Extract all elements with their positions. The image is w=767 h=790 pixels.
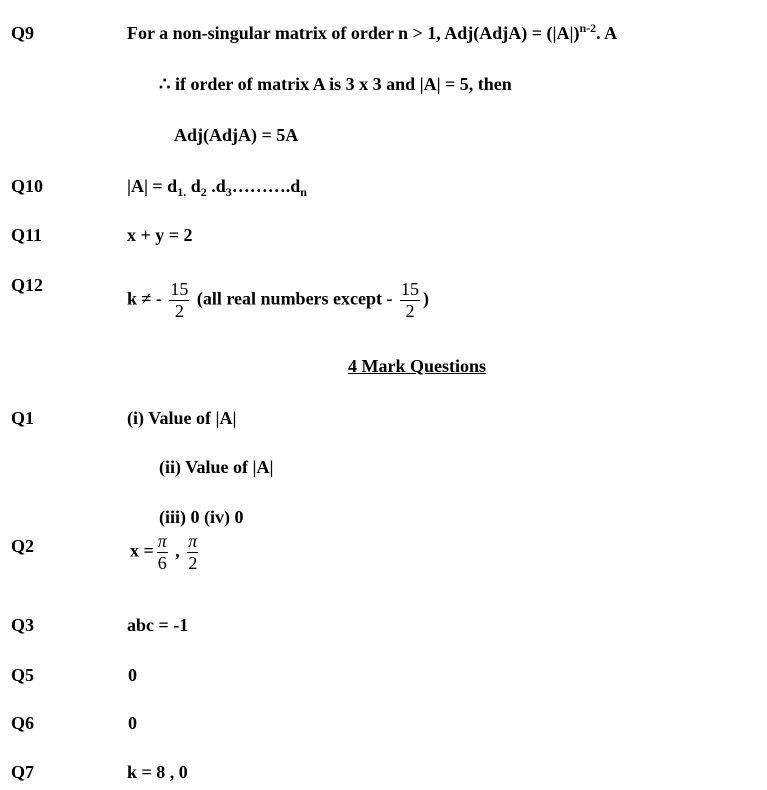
q12-fraction-2-denominator: 2 (405, 300, 415, 321)
q9-condition: ∴ if order of matrix A is 3 x 3 and |A| = 5, then (159, 74, 512, 94)
q10-sub-4: n (300, 185, 307, 199)
q3-label: Q3 (11, 615, 35, 635)
q2-fraction-2-denominator: 2 (188, 552, 198, 573)
q7-label: Q7 (11, 762, 35, 782)
q12-fraction-1 (169, 279, 189, 321)
section-heading: 4 Mark Questions (348, 356, 487, 376)
q5-label: Q5 (11, 665, 35, 685)
q12-fraction-2 (400, 279, 420, 321)
q1-part-iii-iv: (iii) 0 (iv) 0 (159, 507, 244, 527)
q12-fraction-2-numerator: 15 (401, 279, 420, 299)
q3-answer: abc = -1 (127, 615, 189, 635)
q7-answer: k = 8 , 0 (127, 762, 188, 782)
q6-answer: 0 (128, 713, 137, 733)
q9-statement-end: . A (596, 23, 618, 43)
q10-sub-1: 1. (177, 185, 187, 199)
q9-result: Adj(AdjA) = 5A (174, 125, 299, 145)
q12-suffix: ) (423, 288, 430, 309)
q1-part-i: (i) Value of |A| (127, 408, 237, 428)
q2-fraction-1-numerator: π (157, 531, 167, 551)
q12-label: Q12 (11, 275, 44, 295)
q10-text-4: ……….d (231, 176, 301, 196)
q10-text-2: d (186, 176, 201, 196)
q2-label: Q2 (11, 536, 35, 556)
q1-label: Q1 (11, 408, 35, 428)
q9-statement (127, 21, 618, 43)
q12-fraction-1-denominator: 2 (174, 300, 184, 321)
q5-answer: 0 (128, 665, 137, 685)
q2-fraction-2-numerator: π (188, 531, 198, 551)
q2-fraction-1-denominator: 6 (157, 552, 167, 573)
q12-answer (127, 279, 429, 321)
q6-label: Q6 (11, 713, 35, 733)
q10-sub-2: 2 (200, 185, 207, 199)
q2-separator: , (170, 540, 185, 561)
q12-middle: (all real numbers except - (192, 288, 398, 309)
q10-label: Q10 (11, 176, 44, 196)
q11-answer: x + y = 2 (127, 225, 193, 245)
q10-text-1: |A| = d (127, 176, 178, 196)
q12-fraction-1-numerator: 15 (170, 279, 189, 299)
q11-label: Q11 (11, 225, 43, 245)
q10-answer (127, 176, 307, 199)
q2-fraction-1 (157, 531, 168, 573)
q9-statement-text: For a non-singular matrix of order n > 1, Adj(AdjA) = (|A|) (127, 23, 580, 43)
q2-prefix: x = (130, 540, 154, 561)
q2-fraction-2 (187, 531, 198, 573)
q9-label: Q9 (11, 23, 35, 43)
q10-sub-3: 3 (225, 185, 232, 199)
q9-exponent: n-2 (579, 21, 597, 35)
q2-answer (130, 531, 201, 573)
q12-prefix: k ≠ - (127, 288, 167, 309)
q10-text-3: .d (206, 176, 226, 196)
q1-part-ii: (ii) Value of |A| (159, 457, 274, 477)
